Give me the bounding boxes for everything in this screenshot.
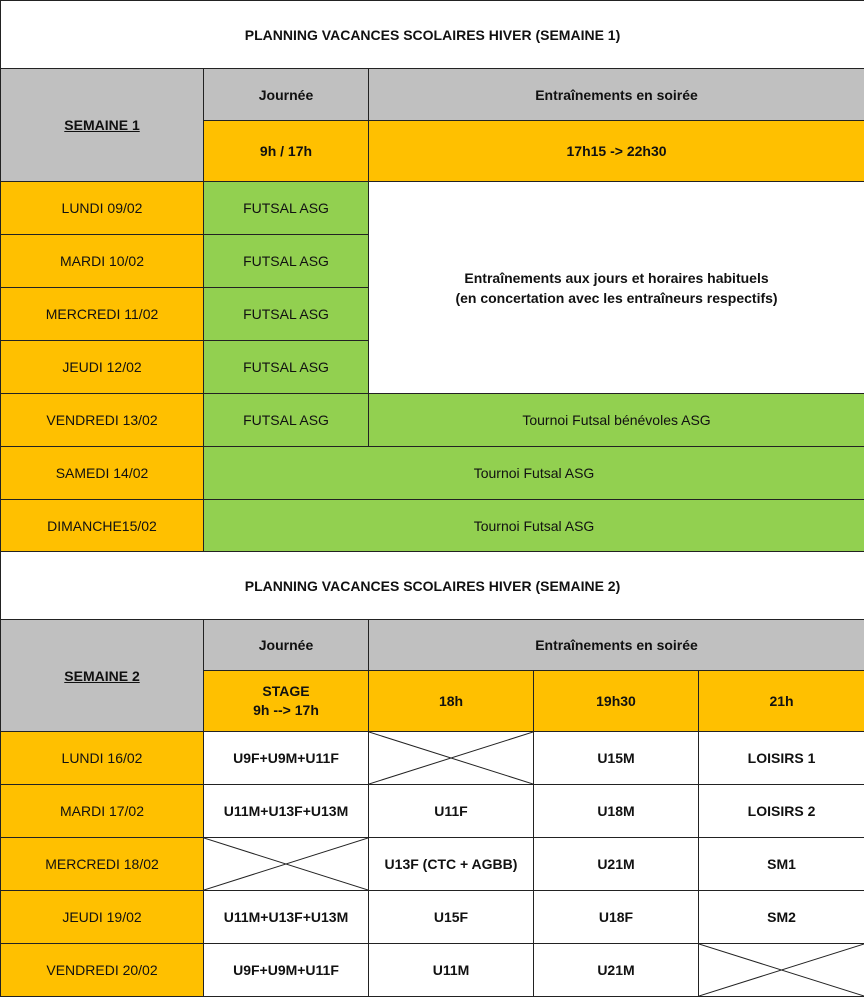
- week1-day-label: SAMEDI 14/02: [1, 447, 204, 500]
- week1-title: PLANNING VACANCES SCOLAIRES HIVER (SEMAINE 1): [1, 1, 864, 69]
- empty-stage-cross: [204, 838, 369, 891]
- week2-title: PLANNING VACANCES SCOLAIRES HIVER (SEMAINE 2): [1, 552, 864, 620]
- week2-slot-1930: U18F: [534, 891, 699, 944]
- week1-daytime-activity: FUTSAL ASG: [204, 341, 369, 394]
- week1-label: SEMAINE 1: [1, 69, 204, 182]
- week2-schedule-table: [0, 551, 864, 997]
- slot-header-21h: 21h: [699, 671, 864, 732]
- week1-daytime-activity: FUTSAL ASG: [204, 394, 369, 447]
- week2-stage-cell: U9F+U9M+U11F: [204, 944, 369, 997]
- week1-evening-time: 17h15 -> 22h30: [369, 121, 864, 182]
- week2-slot-18: U11M: [369, 944, 534, 997]
- week1-evening-note: [369, 182, 864, 394]
- week2-slot-21: LOISIRS 1: [699, 732, 864, 785]
- week1-daytime-activity: FUTSAL ASG: [204, 182, 369, 235]
- evening-note-line1: Entraînements aux jours et horaires habituels: [464, 269, 769, 286]
- week1-day-label: MARDI 10/02: [1, 235, 204, 288]
- week1-allday-activity: Tournoi Futsal ASG: [204, 447, 864, 500]
- week2-slot-18: U11F: [369, 785, 534, 838]
- week2-stage-cell: U11M+U13F+U13M: [204, 891, 369, 944]
- week1-daytime-activity: FUTSAL ASG: [204, 288, 369, 341]
- week1-day-label: VENDREDI 13/02: [1, 394, 204, 447]
- week2-label: SEMAINE 2: [1, 620, 204, 732]
- week1-day-label: LUNDI 09/02: [1, 182, 204, 235]
- stage-label: STAGE: [262, 683, 310, 699]
- slot-header-19h30: 19h30: [534, 671, 699, 732]
- week1-evening-activity: Tournoi Futsal bénévoles ASG: [369, 394, 864, 447]
- week2-day-header: Journée: [204, 620, 369, 671]
- week1-day-label: DIMANCHE15/02: [1, 500, 204, 553]
- week2-slot-21: SM2: [699, 891, 864, 944]
- week1-day-header: Journée: [204, 69, 369, 121]
- week2-slot-1930: U18M: [534, 785, 699, 838]
- week2-slot-18: U15F: [369, 891, 534, 944]
- week2-day-label: MERCREDI 18/02: [1, 838, 204, 891]
- cross-icon: [699, 944, 864, 996]
- week2-slot-1930: U21M: [534, 838, 699, 891]
- week1-daytime-activity: FUTSAL ASG: [204, 235, 369, 288]
- week2-slot-18: U13F (CTC + AGBB): [369, 838, 534, 891]
- week2-day-label: MARDI 17/02: [1, 785, 204, 838]
- week2-slot-1930: U21M: [534, 944, 699, 997]
- evening-note-line2: (en concertation avec les entraîneurs respectifs): [455, 289, 778, 306]
- week2-day-label: VENDREDI 20/02: [1, 944, 204, 997]
- week2-stage-header: [204, 671, 369, 732]
- stage-time: 9h --> 17h: [253, 702, 319, 718]
- week2-day-label: LUNDI 16/02: [1, 732, 204, 785]
- week1-evening-header: Entraînements en soirée: [369, 69, 864, 121]
- empty-slot-cross: [369, 732, 534, 785]
- week2-slot-21: LOISIRS 2: [699, 785, 864, 838]
- week2-day-label: JEUDI 19/02: [1, 891, 204, 944]
- week2-stage-cell: U9F+U9M+U11F: [204, 732, 369, 785]
- week1-day-time: 9h / 17h: [204, 121, 369, 182]
- empty-slot-cross: [699, 944, 864, 997]
- week1-day-label: JEUDI 12/02: [1, 341, 204, 394]
- cross-icon: [204, 838, 368, 890]
- week1-allday-activity: Tournoi Futsal ASG: [204, 500, 864, 553]
- slot-header-18h: 18h: [369, 671, 534, 732]
- week2-slot-21: SM1: [699, 838, 864, 891]
- week2-slot-1930: U15M: [534, 732, 699, 785]
- week2-stage-cell: U11M+U13F+U13M: [204, 785, 369, 838]
- week1-day-label: MERCREDI 11/02: [1, 288, 204, 341]
- week2-evening-header: Entraînements en soirée: [369, 620, 864, 671]
- cross-icon: [369, 732, 533, 784]
